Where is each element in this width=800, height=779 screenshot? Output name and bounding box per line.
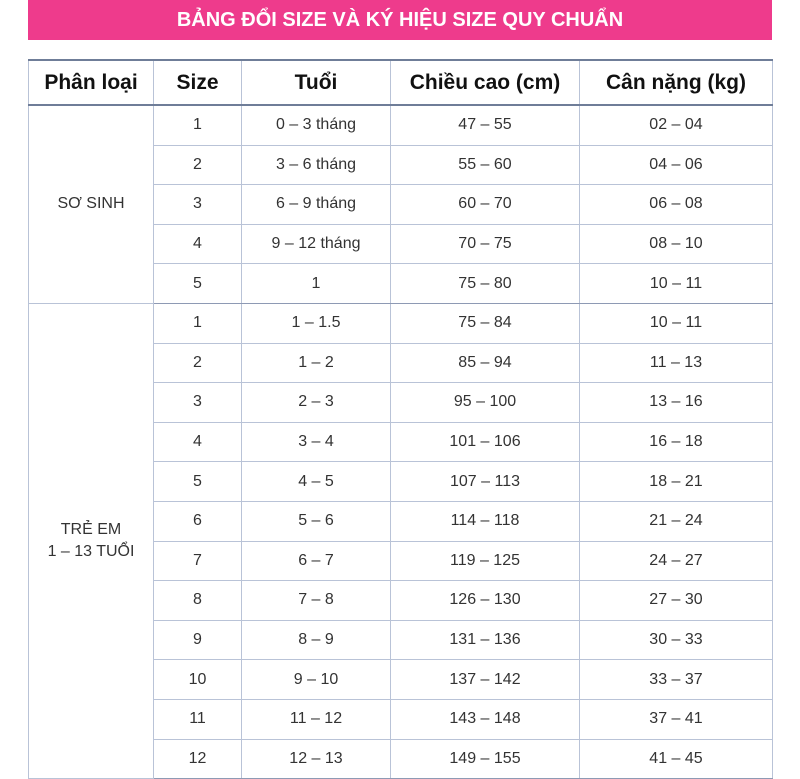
weight-cell: 37 – 41 (580, 699, 773, 739)
age-cell: 0 – 3 tháng (242, 105, 391, 145)
weight-cell: 16 – 18 (580, 422, 773, 462)
category-label: TRẺ EM (60, 521, 122, 539)
weight-cell: 30 – 33 (580, 620, 773, 660)
age-cell: 9 – 12 tháng (242, 224, 391, 264)
age-cell: 4 – 5 (242, 462, 391, 502)
weight-cell: 27 – 30 (580, 581, 773, 621)
header-weight: Cân nặng (kg) (580, 60, 773, 105)
weight-cell: 04 – 06 (580, 145, 773, 185)
header-age: Tuổi (242, 60, 391, 105)
table-body (29, 105, 773, 779)
weight-cell: 18 – 21 (580, 462, 773, 502)
weight-cell: 13 – 16 (580, 383, 773, 423)
height-cell: 137 – 142 (391, 660, 580, 700)
size-cell: 3 (154, 185, 242, 225)
size-cell: 8 (154, 581, 242, 621)
weight-cell: 10 – 11 (580, 264, 773, 304)
category-label: SƠ SINH (57, 195, 125, 213)
age-cell: 9 – 10 (242, 660, 391, 700)
size-cell: 1 (154, 303, 242, 343)
size-cell: 2 (154, 343, 242, 383)
weight-cell: 41 – 45 (580, 739, 773, 779)
size-cell: 11 (154, 699, 242, 739)
size-cell: 12 (154, 739, 242, 779)
age-cell: 6 – 9 tháng (242, 185, 391, 225)
header-height: Chiều cao (cm) (391, 60, 580, 105)
weight-cell: 06 – 08 (580, 185, 773, 225)
age-cell: 3 – 4 (242, 422, 391, 462)
size-cell: 6 (154, 501, 242, 541)
size-cell: 10 (154, 660, 242, 700)
age-cell: 1 (242, 264, 391, 304)
age-cell: 2 – 3 (242, 383, 391, 423)
height-cell: 75 – 80 (391, 264, 580, 304)
height-cell: 131 – 136 (391, 620, 580, 660)
header-row (29, 60, 773, 105)
height-cell: 114 – 118 (391, 501, 580, 541)
category-label: 1 – 13 TUỔI (47, 543, 135, 561)
height-cell: 119 – 125 (391, 541, 580, 581)
header-size: Size (154, 60, 242, 105)
size-chart-table (28, 59, 773, 779)
table-title: BẢNG ĐỔI SIZE VÀ KÝ HIỆU SIZE QUY CHUẨN (176, 8, 624, 31)
size-cell: 2 (154, 145, 242, 185)
weight-cell: 10 – 11 (580, 303, 773, 343)
table-row (29, 105, 773, 145)
size-cell: 4 (154, 422, 242, 462)
height-cell: 149 – 155 (391, 739, 580, 779)
age-cell: 12 – 13 (242, 739, 391, 779)
age-cell: 5 – 6 (242, 501, 391, 541)
height-cell: 107 – 113 (391, 462, 580, 502)
height-cell: 143 – 148 (391, 699, 580, 739)
size-cell: 3 (154, 383, 242, 423)
height-cell: 60 – 70 (391, 185, 580, 225)
size-cell: 1 (154, 105, 242, 145)
size-cell: 7 (154, 541, 242, 581)
weight-cell: 08 – 10 (580, 224, 773, 264)
height-cell: 101 – 106 (391, 422, 580, 462)
age-cell: 3 – 6 tháng (242, 145, 391, 185)
age-cell: 1 – 1.5 (242, 303, 391, 343)
height-cell: 95 – 100 (391, 383, 580, 423)
height-cell: 55 – 60 (391, 145, 580, 185)
category-cell (29, 105, 154, 303)
weight-cell: 02 – 04 (580, 105, 773, 145)
age-cell: 11 – 12 (242, 699, 391, 739)
age-cell: 6 – 7 (242, 541, 391, 581)
weight-cell: 24 – 27 (580, 541, 773, 581)
weight-cell: 11 – 13 (580, 343, 773, 383)
category-cell (29, 303, 154, 778)
size-cell: 9 (154, 620, 242, 660)
size-cell: 5 (154, 462, 242, 502)
height-cell: 70 – 75 (391, 224, 580, 264)
height-cell: 47 – 55 (391, 105, 580, 145)
weight-cell: 21 – 24 (580, 501, 773, 541)
age-cell: 8 – 9 (242, 620, 391, 660)
size-cell: 4 (154, 224, 242, 264)
height-cell: 85 – 94 (391, 343, 580, 383)
title-banner (28, 0, 772, 40)
weight-cell: 33 – 37 (580, 660, 773, 700)
height-cell: 75 – 84 (391, 303, 580, 343)
age-cell: 7 – 8 (242, 581, 391, 621)
height-cell: 126 – 130 (391, 581, 580, 621)
header-category: Phân loại (29, 60, 154, 105)
size-cell: 5 (154, 264, 242, 304)
table-row (29, 303, 773, 343)
age-cell: 1 – 2 (242, 343, 391, 383)
